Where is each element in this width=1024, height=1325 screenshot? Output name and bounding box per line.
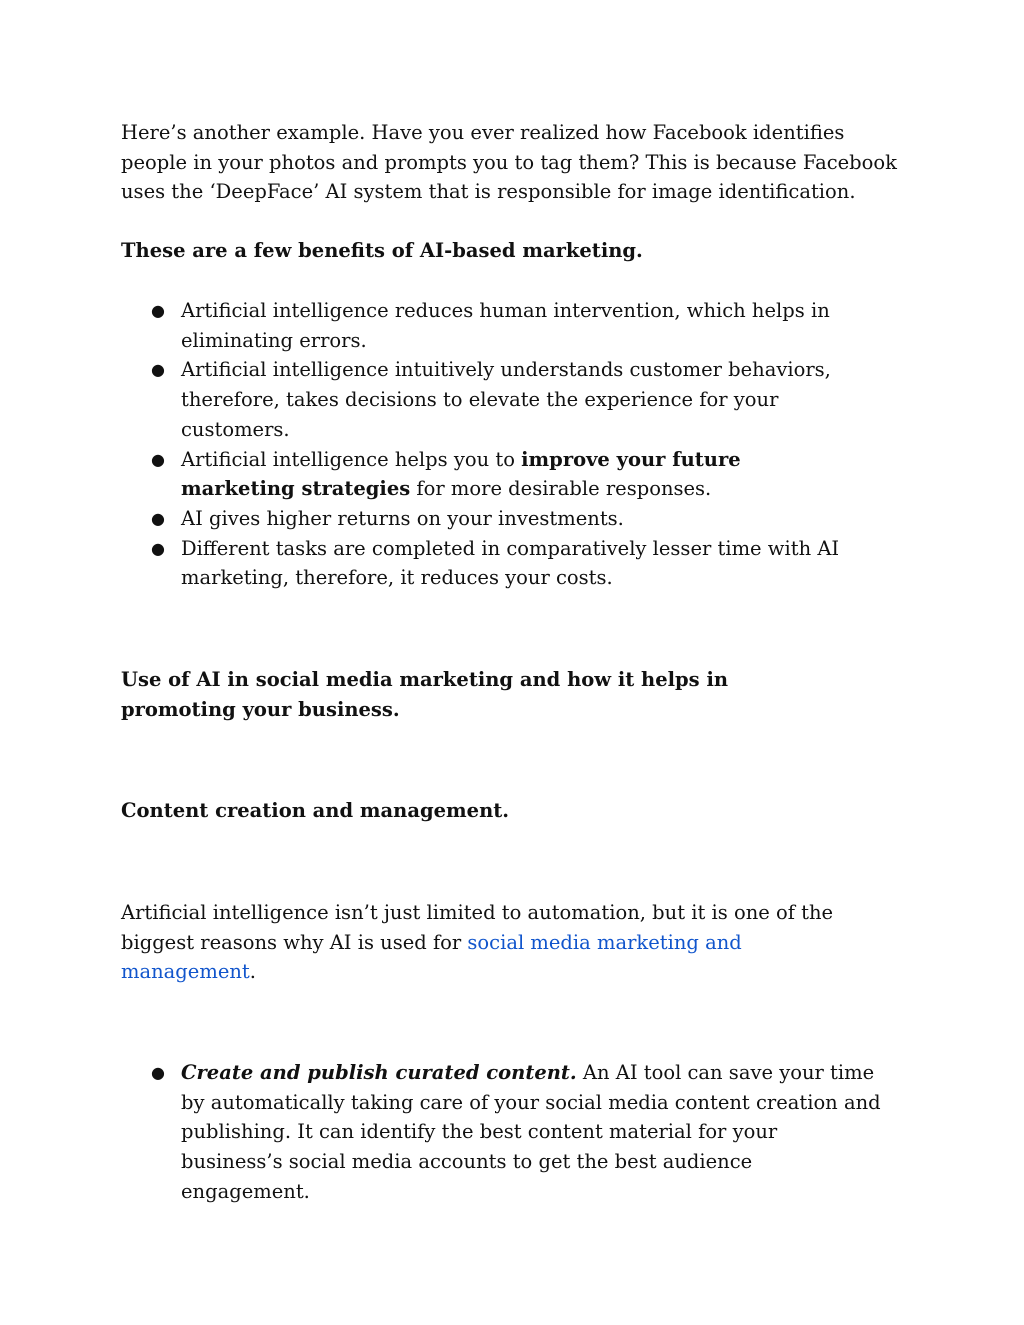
list-item-text: Different tasks are completed in comparatively lesser time with AI marketing, therefore, it reduces your costs. bbox=[181, 536, 840, 590]
list-item-text-start: Artificial intelligence helps you to bbox=[181, 447, 522, 471]
list-item-text: Artificial intelligence intuitively understands customer behaviors, therefore, takes decisions to elevate the experience for your customers. bbox=[181, 358, 831, 441]
bullet-icon: ● bbox=[151, 508, 165, 528]
benefits-heading: These are a few benefits of AI-based marketing. bbox=[121, 239, 643, 262]
bullet-icon: ● bbox=[151, 1063, 165, 1082]
list-item bbox=[121, 355, 861, 444]
list-item-text-end: for more desirable responses. bbox=[410, 477, 712, 501]
list-item-text: AI gives higher returns on your investments. bbox=[181, 506, 624, 530]
bullet-icon: ● bbox=[151, 538, 165, 558]
list-item bbox=[121, 534, 861, 593]
list-item-text: Artificial intelligence reduces human intervention, which helps in eliminating errors. bbox=[181, 299, 830, 352]
content-creation-heading: Content creation and management. bbox=[121, 799, 510, 822]
list-item bbox=[121, 504, 861, 534]
bullet-icon: ● bbox=[151, 449, 165, 469]
intro-paragraph: Here’s another example. Have you ever realized how Facebook identifies people in your photos and prompts you to tag them? This is because Facebook uses the ‘DeepFace’ AI system that is responsible for image identification. bbox=[121, 121, 897, 204]
social-media-heading: Use of AI in social media marketing and how it helps in promoting your business. bbox=[121, 668, 729, 721]
benefits-list bbox=[121, 296, 861, 593]
content-bullets-list bbox=[121, 1058, 881, 1207]
content-paragraph bbox=[121, 898, 861, 987]
bullet-icon: ● bbox=[151, 360, 165, 380]
content-paragraph-end: . bbox=[249, 960, 256, 984]
list-item-text: An AI tool can save your time by automatically taking care of your social media content creation and publishing. It can identify the best content material for your business’s social media accounts to get the best audience engagement. bbox=[181, 1061, 881, 1203]
list-item bbox=[121, 445, 861, 504]
bullet-icon: ● bbox=[151, 301, 165, 320]
list-item-bold-italic-text: Create and publish curated content. bbox=[181, 1061, 577, 1084]
content-paragraph-text: Artificial intelligence isn’t just limited to automation, but it is one of the biggest reasons why AI is used for bbox=[121, 901, 834, 954]
social-media-marketing-link[interactable]: social media marketing and management bbox=[121, 930, 742, 984]
list-item bbox=[121, 1058, 881, 1207]
list-item bbox=[121, 296, 861, 355]
list-item-bold-text: improve your future marketing strategies bbox=[181, 447, 741, 501]
